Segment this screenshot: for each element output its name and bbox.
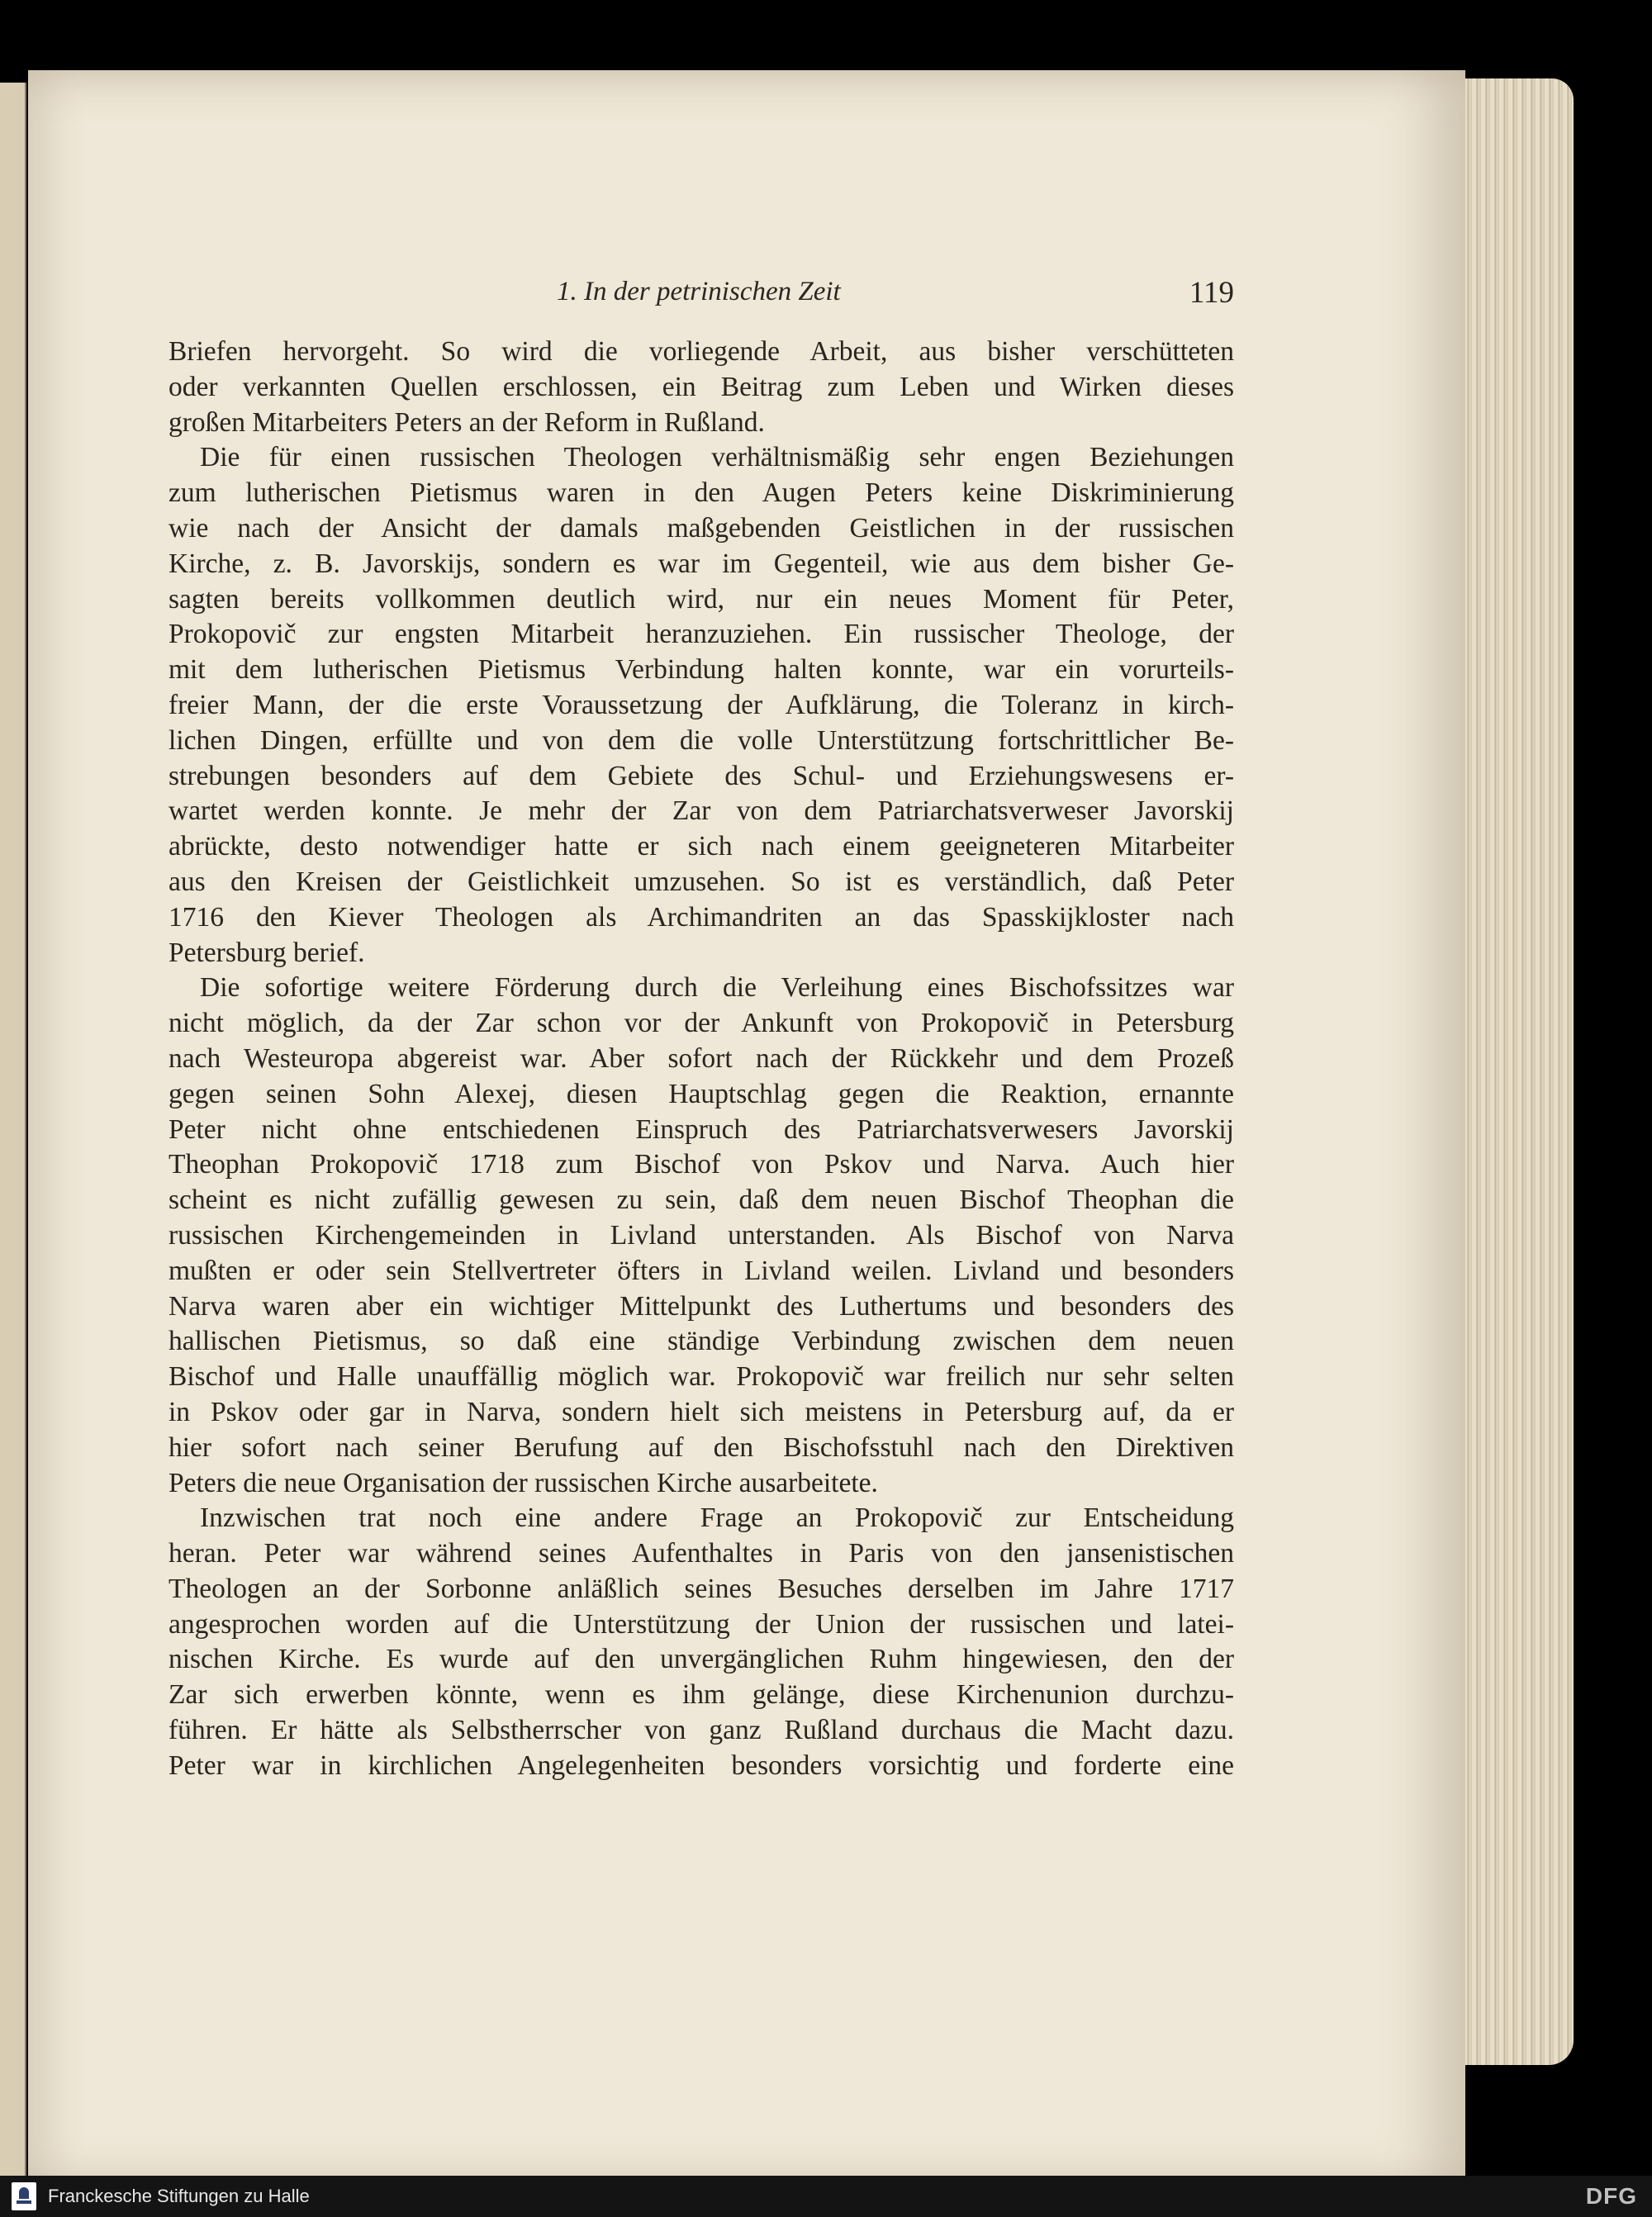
- text-line: Peter nicht ohne entschiedenen Einspruch des Patriarchatsverwesers Javorskij: [169, 1113, 1234, 1145]
- viewer-footer: [0, 2176, 1652, 2217]
- text-line: heran. Peter war während seines Aufenthaltes in Paris von den jansenistischen: [169, 1538, 1234, 1569]
- institution-logo-icon: [12, 2182, 36, 2210]
- text-line: Theophan Prokopovič 1718 zum Bischof von Pskov und Narva. Auch hier: [169, 1149, 1234, 1180]
- text-line: zum lutherischen Pietismus waren in den Augen Peters keine Diskriminierung: [169, 477, 1234, 509]
- text-line: führen. Er hätte als Selbstherrscher von ganz Rußland durchaus die Macht dazu.: [169, 1715, 1234, 1746]
- text-line: Zar sich erwerben könnte, wenn es ihm gelänge, diese Kirchenunion durchzu-: [169, 1679, 1234, 1711]
- text-line: wie nach der Ansicht der damals maßgebenden Geistlichen in der russischen: [169, 512, 1234, 544]
- text-line: Peters die neue Organisation der russischen Kirche ausarbeitete.: [169, 1467, 878, 1498]
- text-line: Die sofortige weitere Förderung durch die Verleihung eines Bischofssitzes war: [200, 972, 1234, 1004]
- dfg-logo: DFG: [1585, 2183, 1637, 2209]
- text-line: Theologen an der Sorbonne anläßlich seines Besuches derselben im Jahre 1717: [169, 1573, 1234, 1604]
- text-line: scheint es nicht zufällig gewesen zu sein, daß dem neuen Bischof Theophan die: [169, 1184, 1234, 1216]
- text-line: wartet werden konnte. Je mehr der Zar von dem Patriarchatsverweser Javorskij: [169, 795, 1234, 827]
- text-line: abrückte, desto notwendiger hatte er sich nach einem geeigneteren Mitarbeiter: [169, 831, 1234, 862]
- text-line: mußten er oder sein Stellvertreter öfters in Livland weilen. Livland und besonders: [169, 1255, 1234, 1286]
- text-line: nischen Kirche. Es wurde auf den unvergänglichen Ruhm hingewiesen, den der: [169, 1644, 1234, 1675]
- text-line: Briefen hervorgeht. So wird die vorliegende Arbeit, aus bisher verschütteten: [169, 336, 1234, 367]
- text-line: Bischof und Halle unauffällig möglich war. Prokopovič war freilich nur sehr selten: [169, 1361, 1234, 1393]
- text-line: angesprochen worden auf die Unterstützung der Union der russischen und latei-: [169, 1608, 1234, 1640]
- text-line: in Pskov oder gar in Narva, sondern hielt sich meistens in Petersburg auf, da er: [169, 1396, 1234, 1427]
- text-line: Kirche, z. B. Javorskijs, sondern es war im Gegenteil, wie aus dem bisher Ge-: [169, 548, 1234, 579]
- text-line: Inzwischen trat noch eine andere Frage an Prokopovič zur Entscheidung: [200, 1503, 1234, 1534]
- body-text: [169, 335, 1234, 1784]
- page-edges: [1454, 78, 1574, 2065]
- text-line: Petersburg berief.: [169, 937, 365, 968]
- book-page: [28, 70, 1465, 2176]
- text-line: großen Mitarbeiters Peters an der Reform in Rußland.: [169, 406, 765, 438]
- text-line: hallischen Pietismus, so daß eine ständige Verbindung zwischen dem neuen: [169, 1326, 1234, 1357]
- running-title: 1. In der petrinischen Zeit: [557, 277, 841, 306]
- text-line: 1716 den Kiever Theologen als Archimandriten an das Spasskijkloster nach: [169, 901, 1234, 933]
- text-line: sagten bereits vollkommen deutlich wird, nur ein neues Moment für Peter,: [169, 583, 1234, 615]
- text-line: Narva waren aber ein wichtiger Mittelpunkt des Luthertums und besonders des: [169, 1290, 1234, 1322]
- left-page-edge: [0, 83, 26, 2176]
- text-line: russischen Kirchengemeinden in Livland unterstanden. Als Bischof von Narva: [169, 1219, 1234, 1251]
- text-line: freier Mann, der die erste Voraussetzung der Aufklärung, die Toleranz in kirch-: [169, 689, 1234, 720]
- text-line: oder verkannten Quellen erschlossen, ein Beitrag zum Leben und Wirken dieses: [169, 371, 1234, 402]
- page-header: [169, 277, 1234, 318]
- text-line: Peter war in kirchlichen Angelegenheiten besonders vorsichtig und forderte eine: [169, 1749, 1234, 1781]
- text-line: hier sofort nach seiner Berufung auf den Bischofsstuhl nach den Direktiven: [169, 1431, 1234, 1463]
- text-line: nicht möglich, da der Zar schon vor der Ankunft von Prokopovič in Petersburg: [169, 1008, 1234, 1039]
- text-line: lichen Dingen, erfüllte und von dem die volle Unterstützung fortschrittlicher Be-: [169, 724, 1234, 756]
- text-line: Die für einen russischen Theologen verhältnismäßig sehr engen Beziehungen: [200, 442, 1234, 473]
- text-line: gegen seinen Sohn Alexej, diesen Hauptschlag gegen die Reaktion, ernannte: [169, 1078, 1234, 1109]
- institution-name: Franckesche Stiftungen zu Halle: [48, 2186, 310, 2206]
- text-line: nach Westeuropa abgereist war. Aber sofort nach der Rückkehr und dem Prozeß: [169, 1042, 1234, 1074]
- text-line: mit dem lutherischen Pietismus Verbindung halten konnte, war ein vorurteils-: [169, 654, 1234, 686]
- text-line: aus den Kreisen der Geistlichkeit umzusehen. So ist es verständlich, daß Peter: [169, 866, 1234, 897]
- text-line: Prokopovič zur engsten Mitarbeit heranzuziehen. Ein russischer Theologe, der: [169, 619, 1234, 650]
- text-line: strebungen besonders auf dem Gebiete des Schul- und Erziehungswesens er-: [169, 760, 1234, 791]
- page-number: 119: [1189, 276, 1234, 310]
